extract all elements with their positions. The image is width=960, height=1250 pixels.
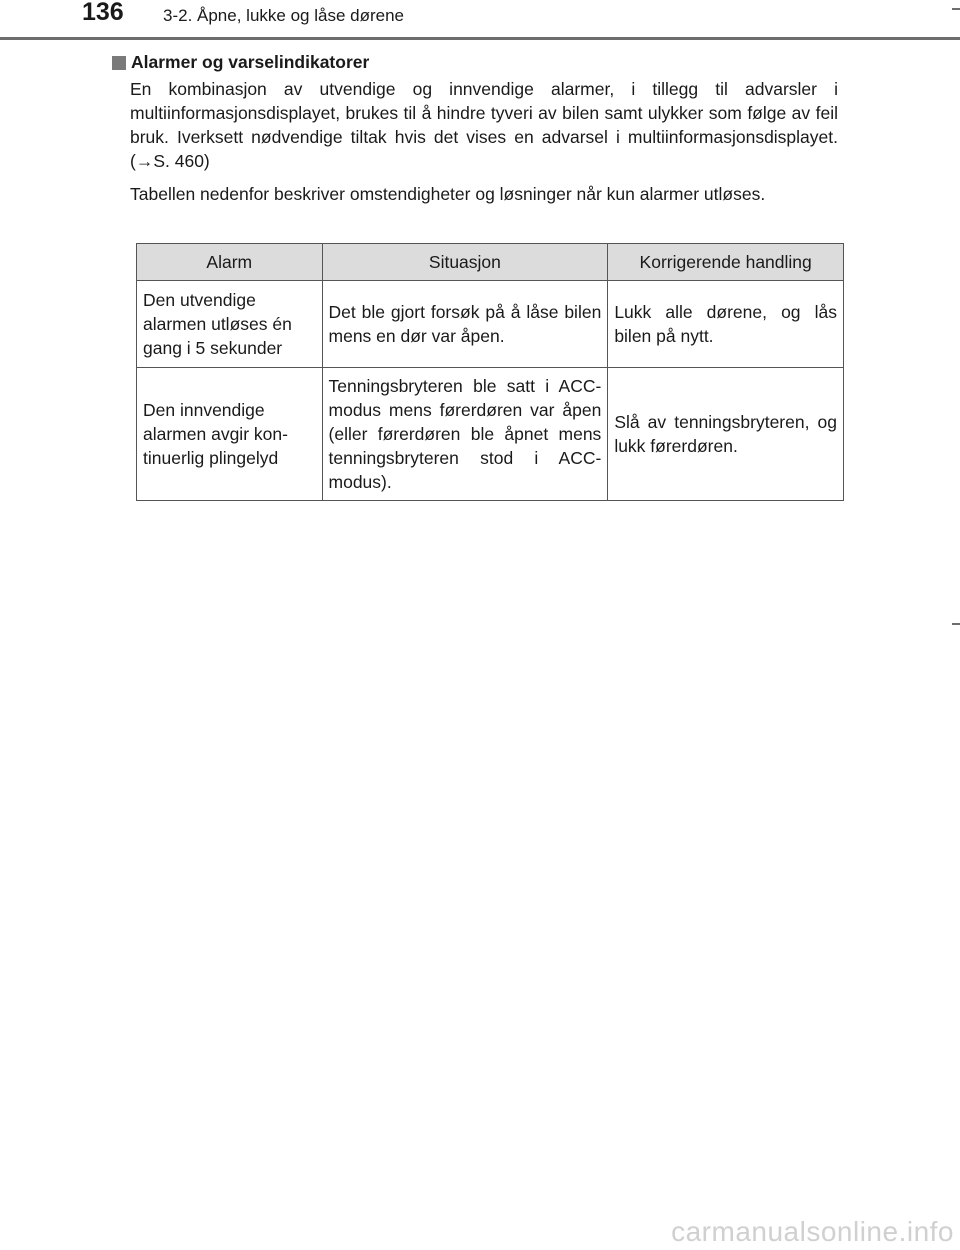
table-header-row [137,244,844,281]
cell-action: Lukk alle dørene, og lås bilen på nytt. [608,281,844,368]
cell-alarm: Den utvendige alarmen utløses én gang i 5 sekunder [137,281,323,368]
header-alarm: Alarm [137,244,323,281]
table-row [137,368,844,501]
header-rule [0,37,960,40]
cell-alarm: Den innvendige alarmen avgir kon- tinuerlig plingelyd [137,368,323,501]
intro-paragraph: En kombinasjon av utvendige og innvendige alarmer, i tillegg til advarsler i multiinformasjonsdisplayet, brukes til å hindre tyveri av bilen samt ulykker som følge av feil bruk. Iverksett nødvendige tiltak hvis det vises en advarsel i multiinformasjonsdisplayet. (→S. 460) [130,79,838,171]
watermark: carmanualsonline.info [671,1216,954,1247]
subheading [112,52,838,73]
margin-tick-top [952,8,960,10]
header-situation: Situasjon [322,244,608,281]
section-title: 3-2. Åpne, lukke og låse dørene [163,6,404,25]
cell-action: Slå av tenningsbryteren, og lukk førerdøren. [608,368,844,501]
margin-tick-middle [952,623,960,625]
table-intro-paragraph: Tabellen nedenfor beskriver omstendigheter og løsninger når kun alarmer utløses. [130,184,766,204]
subheading-text: Alarmer og varselindikatorer [131,52,370,72]
cell-situation: Tenningsbryteren ble satt i ACC-modus mens førerdøren var åpen (eller førerdøren ble åpnet mens tenningsbryteren stod i ACC-modus). [322,368,608,501]
bullet-square-icon [112,56,126,70]
alarm-table [136,243,844,501]
content-section [110,52,838,206]
table-row [137,281,844,368]
cell-situation: Det ble gjort forsøk på å låse bilen mens en dør var åpen. [322,281,608,368]
header-action: Korrigerende handling [608,244,844,281]
page-number: 136 [82,0,124,26]
